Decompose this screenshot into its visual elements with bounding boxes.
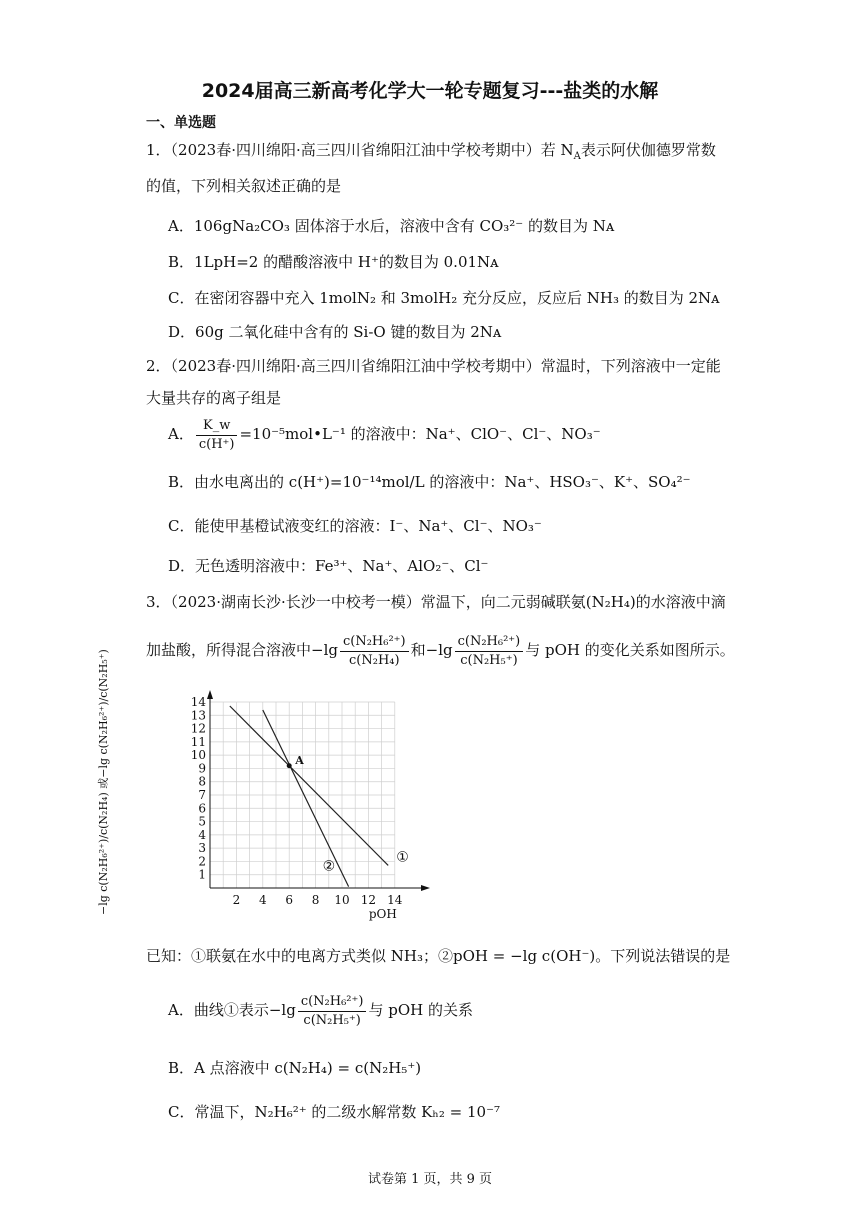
y-tick-label: 8 bbox=[198, 774, 206, 789]
q3-stem-line2-a: 加盐酸，所得混合溶液中 bbox=[146, 641, 312, 659]
q1-option-a: A．106gNa₂CO₃ 固体溶于水后，溶液中含有 CO₃²⁻ 的数目为 Nᴀ bbox=[168, 217, 615, 235]
q2-stem-line2: 大量共存的离子组是 bbox=[146, 389, 282, 407]
q3-neg-lg-2: −lg bbox=[425, 641, 453, 659]
q3-fraction-1-denominator: c(N₂H₄) bbox=[349, 652, 400, 668]
y-tick-label: 2 bbox=[198, 854, 206, 869]
q3-neg-lg-1: −lg bbox=[311, 641, 338, 659]
q3-and: 和 bbox=[410, 641, 426, 659]
series-line-1 bbox=[230, 706, 388, 865]
q1-option-d: D．60g 二氧化硅中含有的 Si-O 键的数目为 2Nᴀ bbox=[168, 323, 502, 341]
q3-stem-line2 bbox=[146, 628, 735, 672]
chart-ticks bbox=[191, 695, 403, 907]
q2-option-a-denominator: c(H⁺) bbox=[198, 436, 235, 452]
x-tick-label: 10 bbox=[334, 893, 350, 907]
q3-known-b: 。下列说法错误的是 bbox=[595, 947, 731, 965]
chart-grid bbox=[210, 702, 395, 888]
y-tick-label: 1 bbox=[198, 867, 206, 882]
y-tick-label: 14 bbox=[190, 695, 206, 709]
q3-option-a-fraction bbox=[298, 993, 367, 1030]
x-axis-arrow bbox=[421, 885, 430, 891]
q2-option-d: D．无色透明溶液中：Fe³⁺、Na⁺、AlO₂⁻、Cl⁻ bbox=[168, 557, 489, 575]
x-tick-label: 14 bbox=[387, 893, 403, 907]
y-tick-label: 13 bbox=[190, 708, 206, 723]
q1-stem-line2: 的值，下列相关叙述正确的是 bbox=[146, 177, 342, 195]
section-heading: 一、单选题 bbox=[146, 115, 216, 131]
q1-stem-line1 bbox=[146, 140, 716, 167]
x-tick-label: 6 bbox=[285, 893, 294, 907]
q3-fraction-2 bbox=[455, 633, 524, 670]
y-tick-label: 7 bbox=[198, 788, 206, 802]
q3-fraction-1-numerator: c(N₂H₆²⁺) bbox=[340, 633, 409, 652]
q3-stem-line1: 3．（2023·湖南长沙·长沙一中校考一模）常温下，向二元弱碱联氨(N₂H₄)的水溶液中滴 bbox=[146, 593, 726, 611]
q2-option-a-numerator: K_w bbox=[196, 417, 238, 436]
y-tick-label: 5 bbox=[198, 814, 206, 829]
q3-fraction-2-denominator: c(N₂H₅⁺) bbox=[460, 652, 518, 668]
q1-stem-text: 1．（2023春·四川绵阳·高三四川省绵阳江油中学校考期中）若 N bbox=[146, 141, 574, 159]
page-footer: 试卷第 1 页，共 9 页 bbox=[367, 1172, 493, 1187]
series-label-1: ① bbox=[396, 849, 409, 866]
point-a-label: A bbox=[295, 753, 304, 767]
q3-option-a-neg-lg: −lg bbox=[268, 1001, 296, 1019]
q3-option-b: B．A 点溶液中 c(N₂H₄) = c(N₂H₅⁺) bbox=[168, 1059, 422, 1077]
q3-fraction-2-numerator: c(N₂H₆²⁺) bbox=[455, 633, 524, 652]
q3-option-a bbox=[168, 988, 473, 1032]
y-tick-label: 10 bbox=[190, 748, 206, 763]
chart-series bbox=[230, 706, 388, 887]
q3-known bbox=[146, 946, 730, 966]
q3-option-a-prefix: A．曲线①表示 bbox=[168, 1001, 269, 1019]
q3-option-a-denominator: c(N₂H₅⁺) bbox=[303, 1012, 361, 1028]
y-tick-label: 4 bbox=[198, 827, 206, 842]
q2-option-c: C．能使甲基橙试液变红的溶液：I⁻、Na⁺、Cl⁻、NO₃⁻ bbox=[168, 517, 542, 535]
x-tick-label: 4 bbox=[258, 893, 267, 907]
y-axis-arrow bbox=[207, 690, 213, 699]
chart-y-axis-label: −lg c(N₂H₆²⁺)/c(N₂H₄) 或−lg c(N₂H₆²⁺)/c(N₂H₅⁺) bbox=[97, 649, 110, 915]
q2-option-a-prefix: A． bbox=[168, 425, 194, 443]
q2-option-a bbox=[168, 416, 601, 454]
q2-option-a-fraction bbox=[196, 417, 238, 454]
q3-fraction-1 bbox=[340, 633, 409, 670]
pOH-chart bbox=[140, 688, 440, 928]
x-tick-label: 12 bbox=[360, 893, 377, 907]
q2-stem-line1: 2．（2023春·四川绵阳·高三四川省绵阳江油中学校考期中）常温时，下列溶液中一定能 bbox=[146, 357, 721, 375]
page-title: 2024届高三新高考化学大一轮专题复习---盐类的水解 bbox=[201, 80, 659, 102]
q3-option-c-a: C．常温下， bbox=[168, 1103, 255, 1121]
y-tick-label: 6 bbox=[198, 801, 206, 816]
y-tick-label: 9 bbox=[198, 761, 206, 776]
q1-option-c: C．在密闭容器中充入 1molN₂ 和 3molH₂ 充分反应，反应后 NH₃ 的数目为 2Nᴀ bbox=[168, 289, 720, 307]
q3-option-a-numerator: c(N₂H₆²⁺) bbox=[298, 993, 367, 1012]
q3-option-c bbox=[168, 1102, 500, 1122]
y-tick-label: 11 bbox=[190, 734, 206, 749]
q2-option-b: B．由水电离出的 c(H⁺)=10⁻¹⁴mol/L 的溶液中：Na⁺、HSO₃⁻、K⁺、SO₄²⁻ bbox=[168, 473, 691, 491]
q2-option-a-tail: =10⁻⁵mol•L⁻¹ 的溶液中：Na⁺、ClO⁻、Cl⁻、NO₃⁻ bbox=[239, 425, 601, 443]
q1-stem-tail: 表示阿伏伽德罗常数 bbox=[580, 141, 716, 159]
q1-option-b: B．1LpH=2 的醋酸溶液中 H⁺的数目为 0.01Nᴀ bbox=[168, 253, 499, 271]
x-tick-label: 8 bbox=[311, 893, 320, 907]
y-tick-label: 12 bbox=[190, 721, 206, 736]
q3-stem-line2-b: 与 pOH 的变化关系如图所示。 bbox=[525, 641, 735, 659]
series-label-2: ② bbox=[322, 858, 336, 875]
y-tick-label: 3 bbox=[198, 841, 206, 856]
x-tick-label: 2 bbox=[232, 893, 241, 907]
q1-stem-sub: A bbox=[573, 151, 581, 162]
q3-option-a-tail: 与 pOH 的关系 bbox=[368, 1001, 473, 1019]
point-a-marker bbox=[287, 763, 292, 768]
x-axis-label: pOH bbox=[368, 907, 397, 921]
q3-known-a: 已知：①联氨在水中的电离方式类似 NH₃；②pOH = −lg c(OH⁻) bbox=[146, 947, 596, 965]
q3-option-c-b: N₂H₆²⁺ 的二级水解常数 Kₕ₂ = 10⁻⁷ bbox=[254, 1103, 501, 1121]
